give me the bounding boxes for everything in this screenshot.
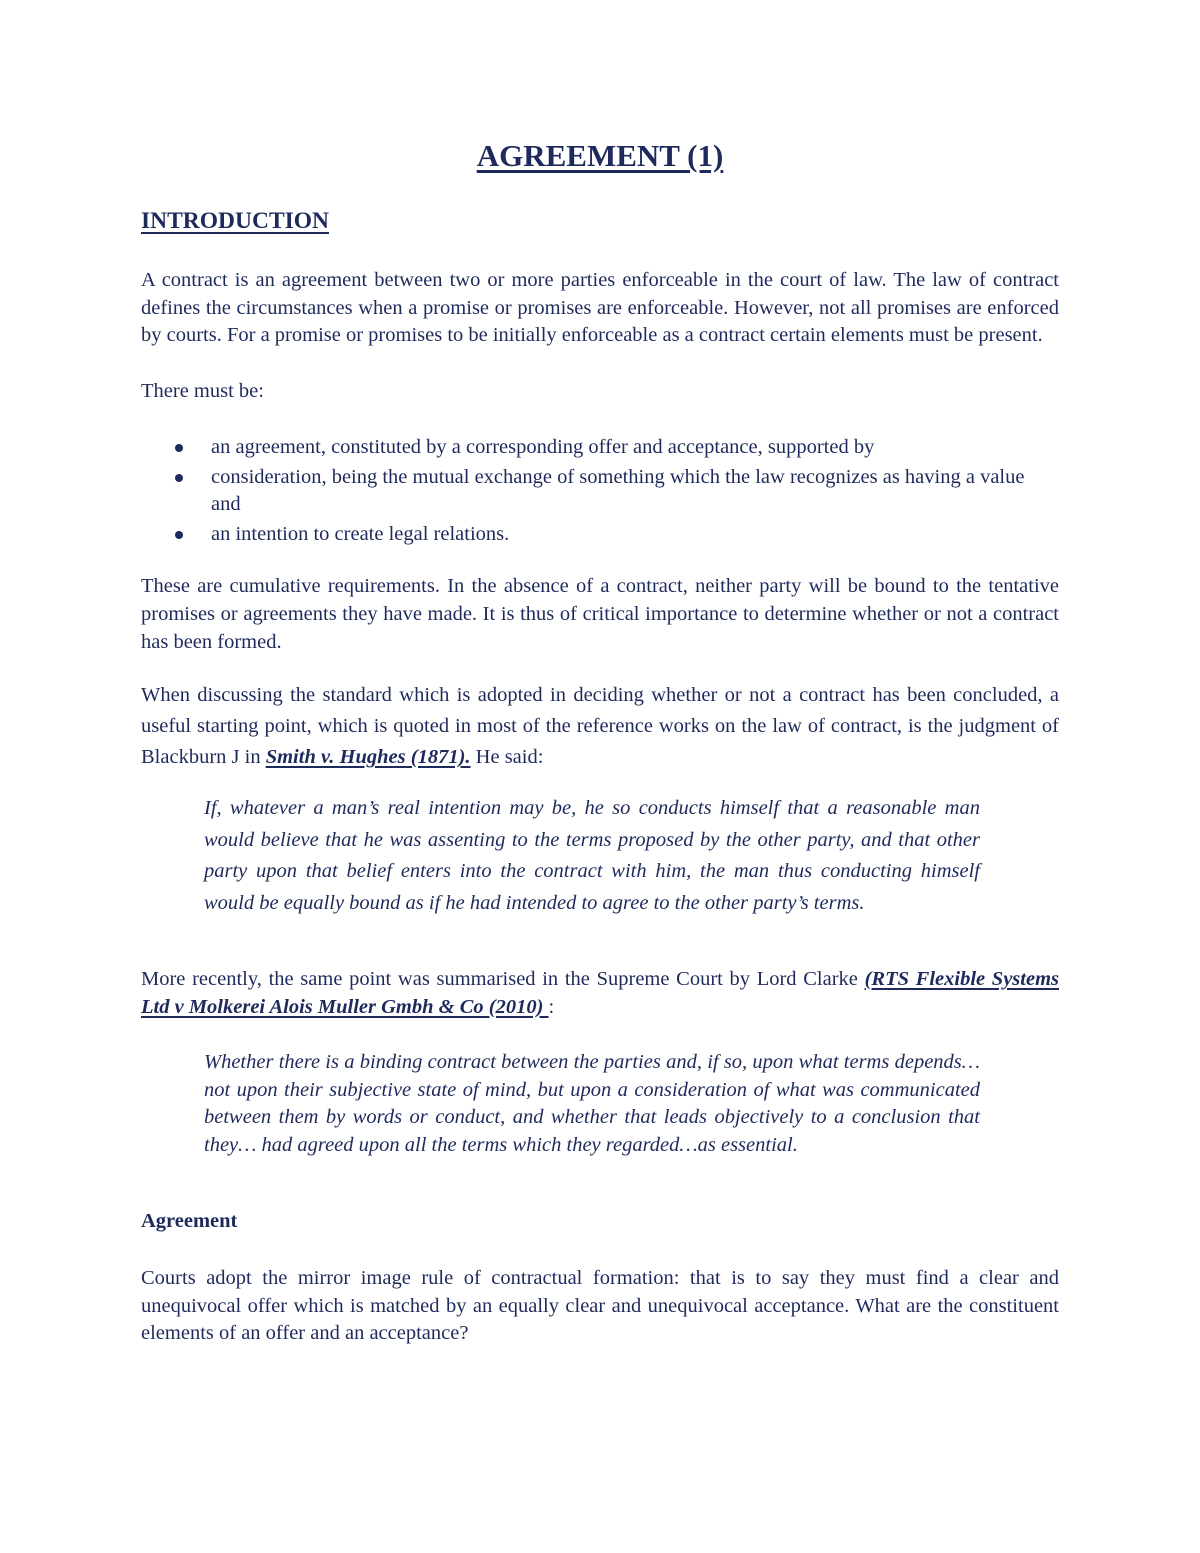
cumulative-paragraph: These are cumulative requirements. In the absence of a contract, neither party will be bound to the tentative promises or agreements they have made. It is thus of critical importance to determine whether or not a contract has been formed. xyxy=(141,575,1059,653)
standard-paragraph xyxy=(141,680,1059,773)
must-be-label: There must be: xyxy=(141,380,264,402)
introduction-heading: INTRODUCTION xyxy=(141,208,330,234)
standard-text: When discussing the standard which is adopted in deciding whether or not a contract has been concluded, a useful starting point, which is quoted in most of the reference works on the law of contract, is the judgment of Blackburn J in xyxy=(141,684,1059,768)
blackburn-quote: If, whatever a man’s real intention may be, he so conducts himself that a reasonable man would believe that he was assenting to the terms proposed by the other party, and that other party upon that belief enters into the contract with him, the man thus conducting himself would be equally bound as if he had intended to agree to the other party’s terms. xyxy=(204,797,980,914)
case-reference-rts-flexible[interactable]: (RTS Flexible Systems Ltd v Molkerei Alois Muller Gmbh & Co (2010) xyxy=(141,968,1060,1018)
case-reference-smith-v-hughes[interactable]: Smith v. Hughes (1871). xyxy=(265,746,471,768)
list-item xyxy=(141,521,1059,549)
recent-text: More recently, the same point was summarised in the Supreme Court by Lord Clarke xyxy=(141,968,865,990)
requirement-text: consideration, being the mutual exchange of something which the law recognizes as having a value and xyxy=(211,465,1025,515)
requirement-text: an intention to create legal relations. xyxy=(211,522,510,545)
standard-text-end: He said: xyxy=(470,746,544,768)
agreement-heading: Agreement xyxy=(141,1210,238,1232)
bullet-icon xyxy=(175,531,183,539)
recent-paragraph xyxy=(141,966,1059,1021)
requirement-text: an agreement, constituted by a corresponding offer and acceptance, supported by xyxy=(211,436,875,458)
bullet-icon xyxy=(175,444,183,452)
clarke-quote: Whether there is a binding contract between the parties and, if so, upon what terms depends… not upon their subjective state of mind, but upon a consideration of what was communicated between them by words or conduct, and whether that leads objectively to a conclusion that they… had agreed upon all the terms which they regarded…as essential. xyxy=(204,1051,980,1156)
list-item xyxy=(141,464,1059,519)
list-item xyxy=(141,434,1059,462)
bullet-icon xyxy=(175,474,183,482)
intro-paragraph: A contract is an agreement between two or more parties enforceable in the court of law. The law of contract defines the circumstances when a promise or promises are enforceable. However, not all promises are enforced by courts. For a promise or promises to be initially enforceable as a contract certain elements must be present. xyxy=(141,269,1059,346)
recent-text-end: : xyxy=(548,995,555,1018)
requirements-list xyxy=(141,434,1059,550)
mirror-image-paragraph: Courts adopt the mirror image rule of contractual formation: that is to say they must find a clear and unequivocal offer which is matched by an equally clear and unequivocal acceptance. What are the constituent elements of an offer and an acceptance? xyxy=(141,1267,1059,1344)
document-title: AGREEMENT (1) xyxy=(476,138,724,173)
